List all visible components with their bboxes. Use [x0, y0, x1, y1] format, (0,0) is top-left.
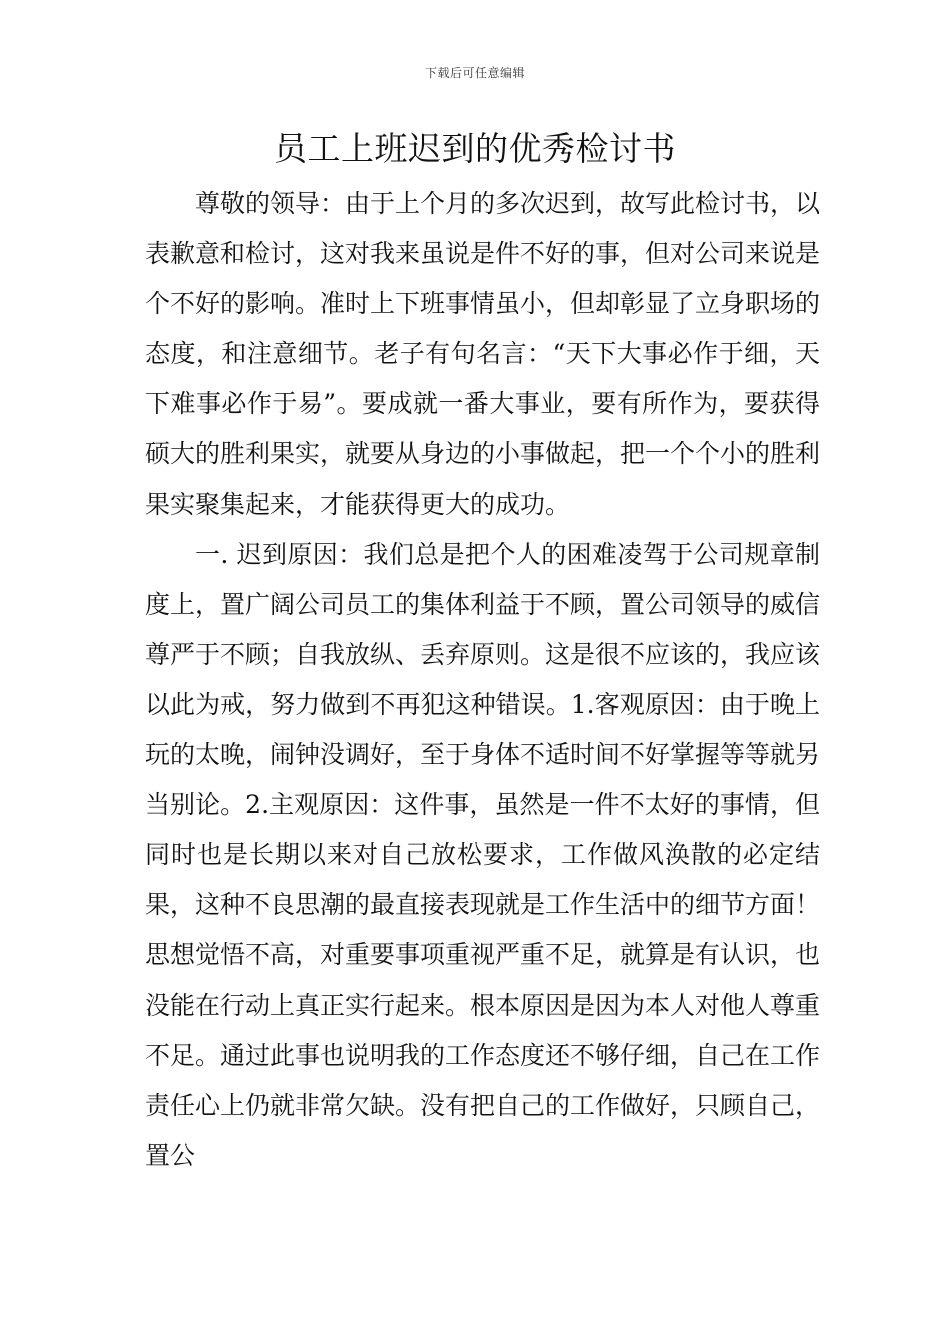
document-body: [145, 179, 820, 1181]
header-note: 下载后可任意编辑: [424, 66, 525, 80]
paragraph-1: 尊敬的领导：由于上个月的多次迟到，故写此检讨书，以表歉意和检讨，这对我来虽说是件不好的事，但对公司来说是个不好的影响。准时上下班事情虽小，但却彰显了立身职场的态度，和注意细节。老子有句名言：“天下大事必作于细，天下难事必作于易”。要成就一番大事业，要有所作为，要获得硕大的胜利果实，就要从身边的小事做起，把一个个小的胜利果实聚集起来，才能获得更大的成功。: [145, 189, 821, 519]
document-title: 员工上班迟到的优秀检讨书: [274, 129, 676, 168]
paragraph-2: 一. 迟到原因：我们总是把个人的困难凌驾于公司规章制度上，置广阔公司员工的集体利益于不顾，置公司领导的威信尊严于不顾；自我放纵、丢弃原则。这是很不应该的，我应该以此为戒，努力做到不再犯这种错误。1.客观原因：由于晚上玩的太晚，闹钟没调好，至于身体不适时间不好掌握等等就另当别论。2.主观原因：这件事，虽然是一件不太好的事情，但同时也是长期以来对自己放松要求，工作做风涣散的必定结果，这种不良思潮的最直接表现就是工作生活中的细节方面！思想觉悟不高，对重要事项重视严重不足，就算是有认识，也没能在行动上真正实行起来。根本原因是因为本人对他人尊重不足。通过此事也说明我的工作态度还不够仔细，自己在工作责任心上仍就非常欠缺。没有把自己的工作做好，只顾自己，置公: [145, 539, 821, 1170]
